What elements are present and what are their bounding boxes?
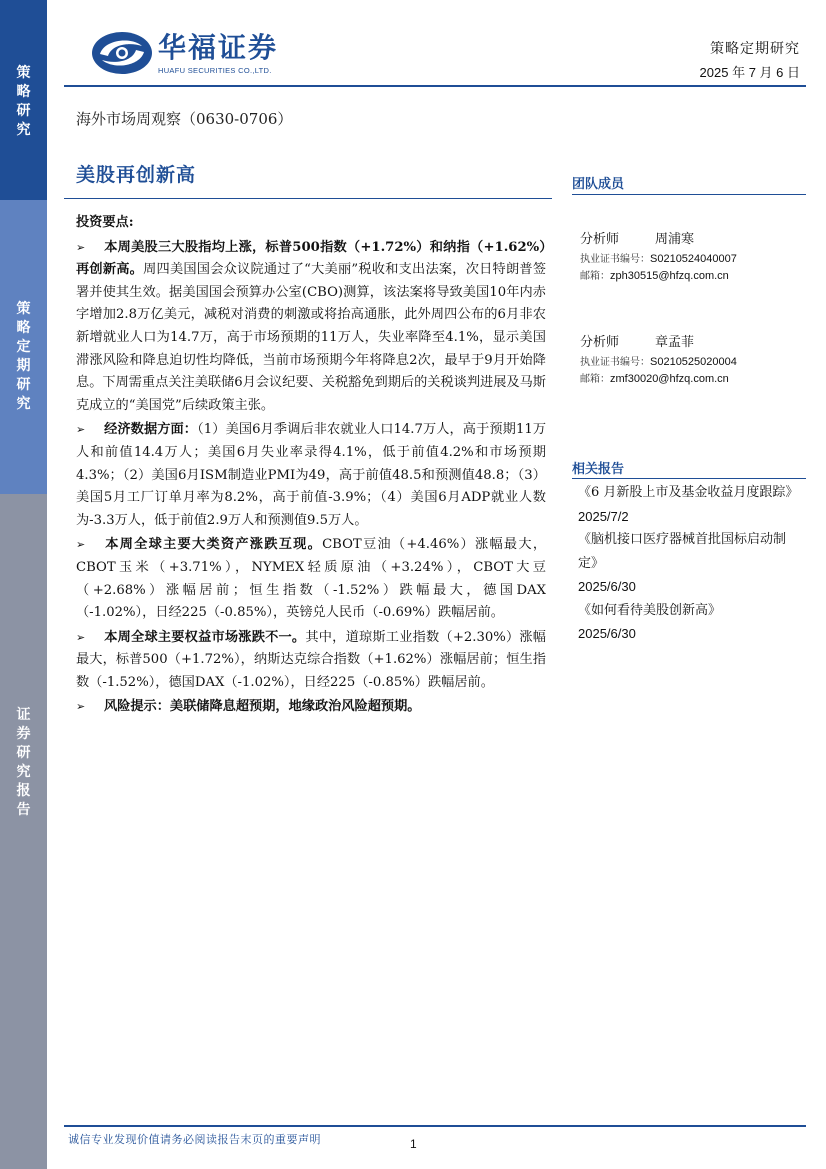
analyst-name-row: [580, 331, 800, 350]
sidebar-char: 略: [16, 84, 31, 100]
key-point-text: 周四美国国会众议院通过了“大美丽”税收和支出法案，次日特朗普签署并使其生效。据美国国会预算办公室(CBO)测算，该法案将导致美国10年内赤字增加2.8万亿美元，减税对消费的刺激或将抬高通胀，此外周四公布的6月非农新增就业人口为14.7万，高于市场预期的11万人，失业率降至4.1%，显示美国滞涨风险和降息迫切性均降低，当前市场预期今年将降息2次，最早于9月开始降息。下周需重点关注美联储6月会议纪要、关税豁免到期后的关税谈判进展及马斯克成立的“美国党”后续政策主张。: [76, 262, 547, 413]
key-points-label: 投资要点:: [76, 215, 134, 230]
arrow-bullet-icon: ➢: [76, 700, 86, 714]
related-reports-list: [578, 481, 798, 646]
email-label: 邮箱：: [580, 271, 610, 282]
key-point-text: （1）美国6月季调后非农就业人口14.7万人，高于预期11万人和前值14.4万人；美国6月失业率录得4.1%，低于前值4.2%和市场预期4.3%；（2）美国6月ISM制造业PMI为49，高于前值48.5和预测值48.8；（3）美国5月工厂订单月率为8.2%，高于前值-3.9%；（4）美国6月ADP就业人数为-3.3万人，低于前值2.9万人和预测值9.5万人。: [76, 422, 547, 528]
analyst-email[interactable]: zmf30020@hfzq.com.cn: [610, 373, 729, 385]
analyst-role: 分析师: [580, 232, 620, 247]
analyst-name: 章孟菲: [655, 335, 695, 350]
sidebar-char: 略: [16, 320, 31, 336]
sidebar-char: 报: [16, 783, 31, 799]
company-logo: [90, 30, 278, 76]
header-divider: [64, 85, 806, 87]
key-point-item: [76, 627, 546, 695]
key-points-section: [76, 212, 546, 719]
analyst-name-row: [580, 228, 800, 247]
related-report-date: 2025/7/2: [578, 508, 629, 524]
cert-label: 执业证书编号：: [580, 357, 650, 368]
sidebar-char: 策: [16, 65, 31, 81]
arrow-bullet-icon: ➢: [76, 630, 86, 644]
analyst-card: [580, 228, 800, 285]
analyst-email-row: [580, 268, 800, 285]
footer-divider: [64, 1125, 806, 1127]
arrow-bullet-icon: ➢: [76, 240, 86, 254]
sidebar-segment-periodic: [0, 200, 47, 494]
key-point-headline: 经济数据方面：: [104, 422, 198, 438]
report-date: 2025 年 7 月 6 日: [699, 65, 800, 80]
report-title: 美股再创新高: [76, 164, 197, 186]
related-report-date: 2025/6/30: [578, 626, 636, 641]
key-point-item: [76, 237, 546, 418]
footer-disclaimer: 诚信专业发现价值请务必阅读报告末页的重要声明: [68, 1133, 321, 1146]
analyst-email-row: [580, 371, 800, 388]
related-report-date: 2025/6/30: [578, 579, 636, 594]
key-point-headline: 本周美股三大股指均上涨，标普500指数（+1.72%）和纳指（+1.62%）再创新高。: [76, 239, 546, 278]
sidebar-char: 研: [16, 377, 31, 393]
related-reports-heading: 相关报告: [572, 462, 625, 477]
arrow-bullet-icon: ➢: [76, 538, 86, 552]
logo-swirl-icon: [90, 30, 154, 76]
team-heading: 团队成员: [572, 177, 625, 192]
team-divider: [572, 194, 806, 195]
sidebar-char: 究: [16, 764, 31, 780]
sidebar-char: 究: [16, 122, 31, 138]
analyst-cert-row: [580, 251, 800, 268]
sidebar-char: 策: [16, 301, 31, 317]
page-number: 1: [410, 1137, 417, 1151]
arrow-bullet-icon: ➢: [76, 423, 86, 437]
sidebar-segment-report: [0, 494, 47, 1169]
analyst-card: [580, 331, 800, 388]
sidebar-char: 定: [16, 339, 31, 355]
logo-english-name: HUAFU SECURITIES CO.,LTD.: [158, 65, 272, 75]
analyst-role: 分析师: [580, 335, 620, 350]
related-report-title[interactable]: 《如何看待美股创新高》: [578, 602, 722, 618]
key-point-headline: 本周全球主要权益市场涨跌不一。: [104, 629, 306, 645]
title-divider: [64, 198, 552, 199]
sidebar-char: 告: [16, 802, 31, 818]
risk-warning: 风险提示：美联储降息超预期，地缘政治风险超预期。: [104, 699, 421, 715]
key-point-item: [76, 419, 546, 532]
analyst-email[interactable]: zph30515@hfzq.com.cn: [610, 270, 729, 282]
sidebar-char: 券: [16, 726, 31, 742]
related-divider: [572, 478, 806, 479]
left-sidebar: [0, 0, 47, 1169]
analyst-name: 周浦寒: [655, 232, 695, 247]
logo-chinese-name: 华福证券: [158, 30, 279, 64]
sidebar-char: 研: [16, 103, 31, 119]
key-point-item: [76, 534, 546, 624]
analyst-cert-row: [580, 354, 800, 371]
key-point-text: CBOT豆油（+4.46%）涨幅最大，CBOT玉米（+3.71%），NYMEX轻质原油（+3.24%），CBOT大豆（+2.68%）涨幅居前；恒生指数（-1.52%）跌幅最大，德国DAX（-1.02%），日经225（-0.85%），英镑兑人民币（-0.69%）跌幅居前。: [76, 537, 547, 621]
email-label: 邮箱：: [580, 374, 610, 385]
related-report-title[interactable]: 《脑机接口医疗器械首批国标启动制定》: [578, 532, 787, 571]
sidebar-segment-strategy: [0, 0, 47, 200]
logo-text: [158, 32, 278, 75]
report-subtitle: 海外市场周观察（0630-0706）: [76, 110, 293, 128]
report-type: 策略定期研究: [710, 41, 800, 57]
sidebar-char: 究: [16, 396, 31, 412]
related-report-title[interactable]: 《6 月新股上市及基金收益月度跟踪》: [578, 485, 799, 500]
cert-number: S0210525020004: [650, 356, 737, 368]
sidebar-char: 期: [16, 358, 31, 374]
sidebar-char: 证: [16, 707, 31, 723]
key-point-item: [76, 696, 546, 719]
key-point-text: 其中，道琼斯工业指数（+2.30%）涨幅最大，标普500（+1.72%），纳斯达克综合指数（+1.62%）涨幅居前；恒生指数（-1.52%），德国DAX（-1.02%），日经225（-0.85%）跌幅居前。: [76, 629, 546, 690]
cert-number: S0210524040007: [650, 253, 737, 265]
sidebar-char: 研: [16, 745, 31, 761]
cert-label: 执业证书编号：: [580, 254, 650, 265]
key-point-headline: 本周全球主要大类资产涨跌互现。: [104, 537, 323, 553]
